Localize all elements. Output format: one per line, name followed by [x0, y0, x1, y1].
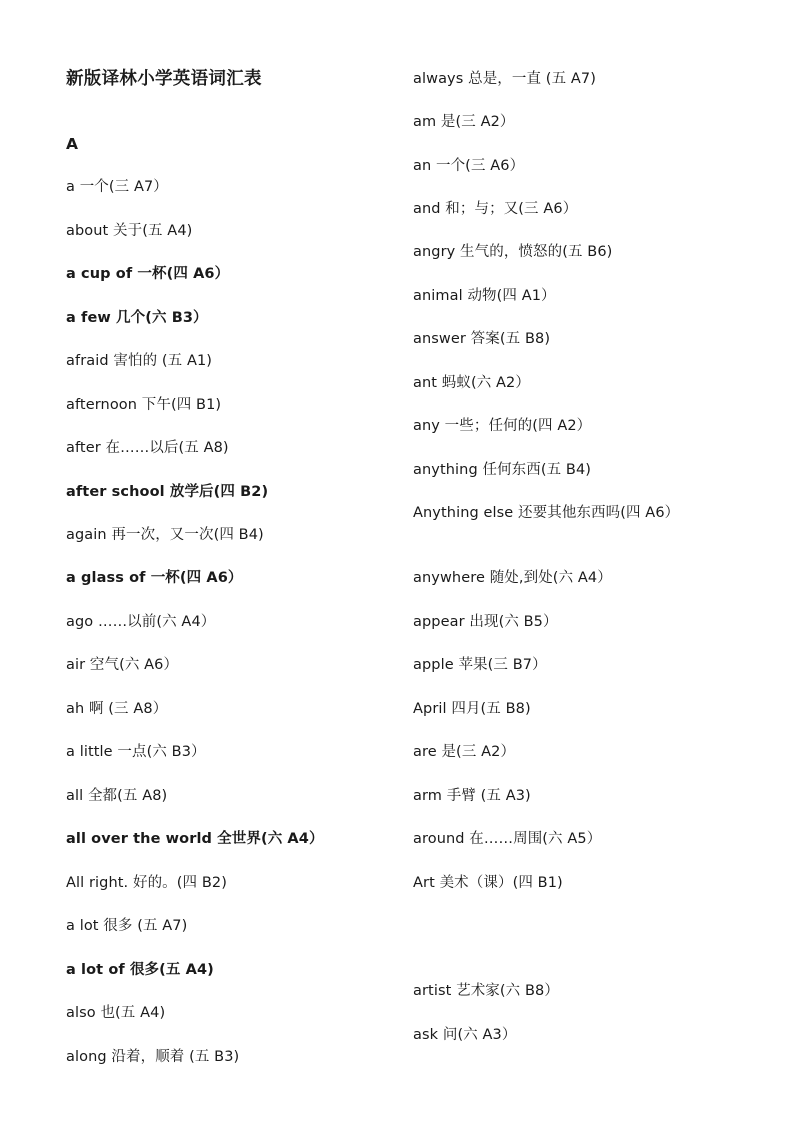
vocab-entry: a glass of 一杯(四 A6）	[66, 570, 243, 586]
vocab-entry: afraid 害怕的 (五 A1)	[66, 353, 213, 369]
vocab-entry: anywhere 随处,到处(六 A4）	[413, 570, 612, 586]
vocab-entry: Anything else 还要其他东西吗(四 A6）	[413, 505, 680, 521]
left-column	[66, 0, 426, 1123]
vocab-entry: after school 放学后(四 B2)	[66, 484, 269, 500]
vocab-entry: arm 手臂 (五 A3)	[413, 788, 531, 804]
vocab-entry: a lot 很多 (五 A7)	[66, 918, 188, 934]
vocab-entry: are 是(三 A2）	[413, 744, 516, 760]
vocab-entry: an 一个(三 A6）	[413, 158, 525, 174]
vocab-entry: ant 蚂蚁(六 A2）	[413, 375, 530, 391]
vocab-entry: ask 问(六 A3）	[413, 1027, 517, 1043]
vocab-entry: artist 艺术家(六 B8）	[413, 983, 559, 999]
vocab-entry: around 在……周围(六 A5）	[413, 831, 602, 847]
vocab-entry: ah 啊 (三 A8）	[66, 701, 168, 717]
vocab-entry: again 再一次，又一次(四 B4)	[66, 527, 264, 543]
vocab-entry: about 关于(五 A4)	[66, 223, 193, 239]
vocab-entry: apple 苹果(三 B7）	[413, 657, 547, 673]
vocab-entry: afternoon 下午(四 B1)	[66, 397, 222, 413]
vocab-entry: a 一个(三 A7）	[66, 179, 168, 195]
vocab-entry: animal 动物(四 A1）	[413, 288, 556, 304]
vocab-entry: am 是(三 A2）	[413, 114, 515, 130]
vocab-entry: Art 美术（课）(四 B1)	[413, 875, 563, 891]
vocab-entry: a lot of 很多(五 A4)	[66, 962, 214, 978]
vocab-entry: a little 一点(六 B3）	[66, 744, 206, 760]
vocab-entry: answer 答案(五 B8)	[413, 331, 551, 347]
page-title: 新版译林小学英语词汇表	[66, 69, 262, 89]
section-heading-a: A	[66, 135, 79, 153]
vocab-entry: air 空气(六 A6）	[66, 657, 179, 673]
vocab-entry: and 和；与；又(三 A6）	[413, 201, 578, 217]
vocab-entry: any 一些；任何的(四 A2）	[413, 418, 592, 434]
vocab-entry: appear 出现(六 B5）	[413, 614, 558, 630]
vocab-entry: along 沿着，顺着 (五 B3)	[66, 1049, 240, 1065]
vocab-entry: always 总是，一直 (五 A7)	[413, 71, 596, 87]
vocab-entry: a cup of 一杯(四 A6）	[66, 266, 230, 282]
vocab-entry: all 全都(五 A8)	[66, 788, 168, 804]
vocab-entry: all over the world 全世界(六 A4）	[66, 831, 324, 847]
right-column	[413, 0, 773, 1123]
vocab-entry: All right. 好的。(四 B2)	[66, 875, 227, 891]
vocab-entry: April 四月(五 B8)	[413, 701, 531, 717]
vocab-entry: anything 任何东西(五 B4)	[413, 462, 592, 478]
vocab-entry: a few 几个(六 B3）	[66, 310, 208, 326]
vocab-entry: ago ……以前(六 A4）	[66, 614, 216, 630]
vocab-entry: angry 生气的，愤怒的(五 B6)	[413, 244, 613, 260]
vocab-entry: after 在……以后(五 A8)	[66, 440, 229, 456]
vocab-entry: also 也(五 A4)	[66, 1005, 166, 1021]
